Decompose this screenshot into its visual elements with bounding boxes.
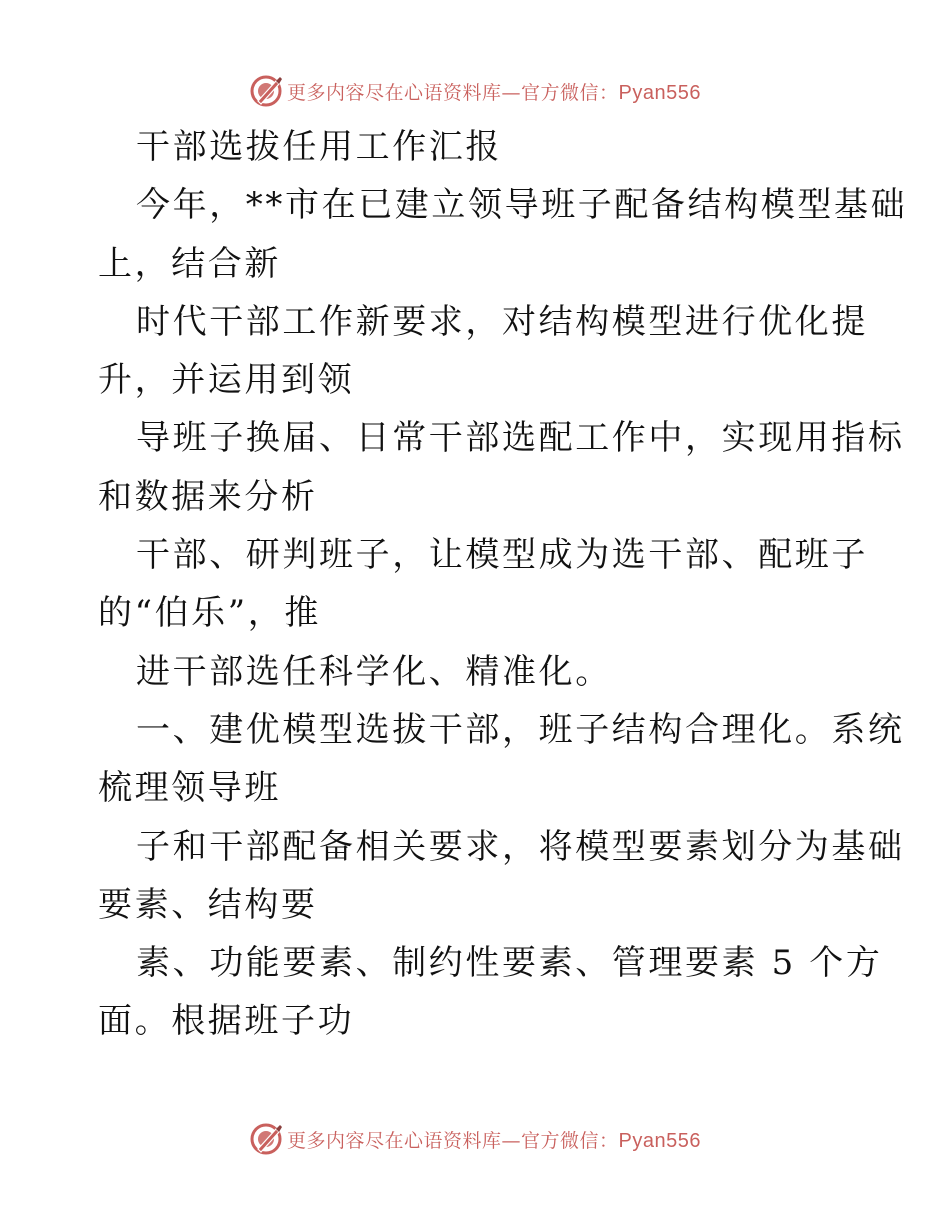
document-line: 一、建优模型选拔干部，班子结构合理化。系统 [136, 709, 905, 750]
footer-watermark-banner [0, 1119, 950, 1159]
banner-official-label: 官方微信： [521, 81, 619, 104]
document-line: 升，并运用到领 [98, 360, 355, 401]
document-body [98, 118, 908, 1051]
banner-dash: — [501, 1129, 522, 1152]
banner-dash: — [501, 81, 522, 104]
document-line: 进干部选任科学化、精准化。 [136, 651, 612, 692]
document-line: 梳理领导班 [98, 768, 281, 809]
banner-official-label: 官方微信： [521, 1129, 619, 1152]
document-line: 的“伯乐”，推 [98, 593, 321, 634]
document-line: 导班子换届、日常干部选配工作中，实现用指标 [136, 418, 905, 459]
document-line: 面。根据班子功 [98, 1001, 355, 1042]
pen-logo-icon [249, 74, 283, 108]
document-line: 子和干部配备相关要求，将模型要素划分为基础 [136, 826, 905, 867]
document-line: 干部、研判班子，让模型成为选干部、配班子 [136, 535, 868, 576]
banner-site-name: 更多内容尽在心语资料库 [287, 1129, 502, 1152]
banner-wechat-id: Pyan556 [618, 81, 701, 104]
document-line: 上，结合新 [98, 243, 281, 284]
banner-wechat-id: Pyan556 [618, 1129, 701, 1152]
document-line: 和数据来分析 [98, 476, 318, 517]
banner-text [287, 1126, 701, 1153]
banner-site-name: 更多内容尽在心语资料库 [287, 81, 502, 104]
document-line: 素、功能要素、制约性要素、管理要素 5 个方 [136, 943, 883, 984]
header-watermark-banner [0, 71, 950, 111]
document-line: 时代干部工作新要求，对结构模型进行优化提 [136, 301, 868, 342]
banner-text [287, 78, 701, 105]
document-line: 干部选拔任用工作汇报 [136, 127, 502, 167]
document-line: 要素、结构要 [98, 884, 318, 925]
pen-logo-icon [249, 1122, 283, 1156]
document-line: 今年，**市在已建立领导班子配备结构模型基础 [136, 185, 908, 226]
